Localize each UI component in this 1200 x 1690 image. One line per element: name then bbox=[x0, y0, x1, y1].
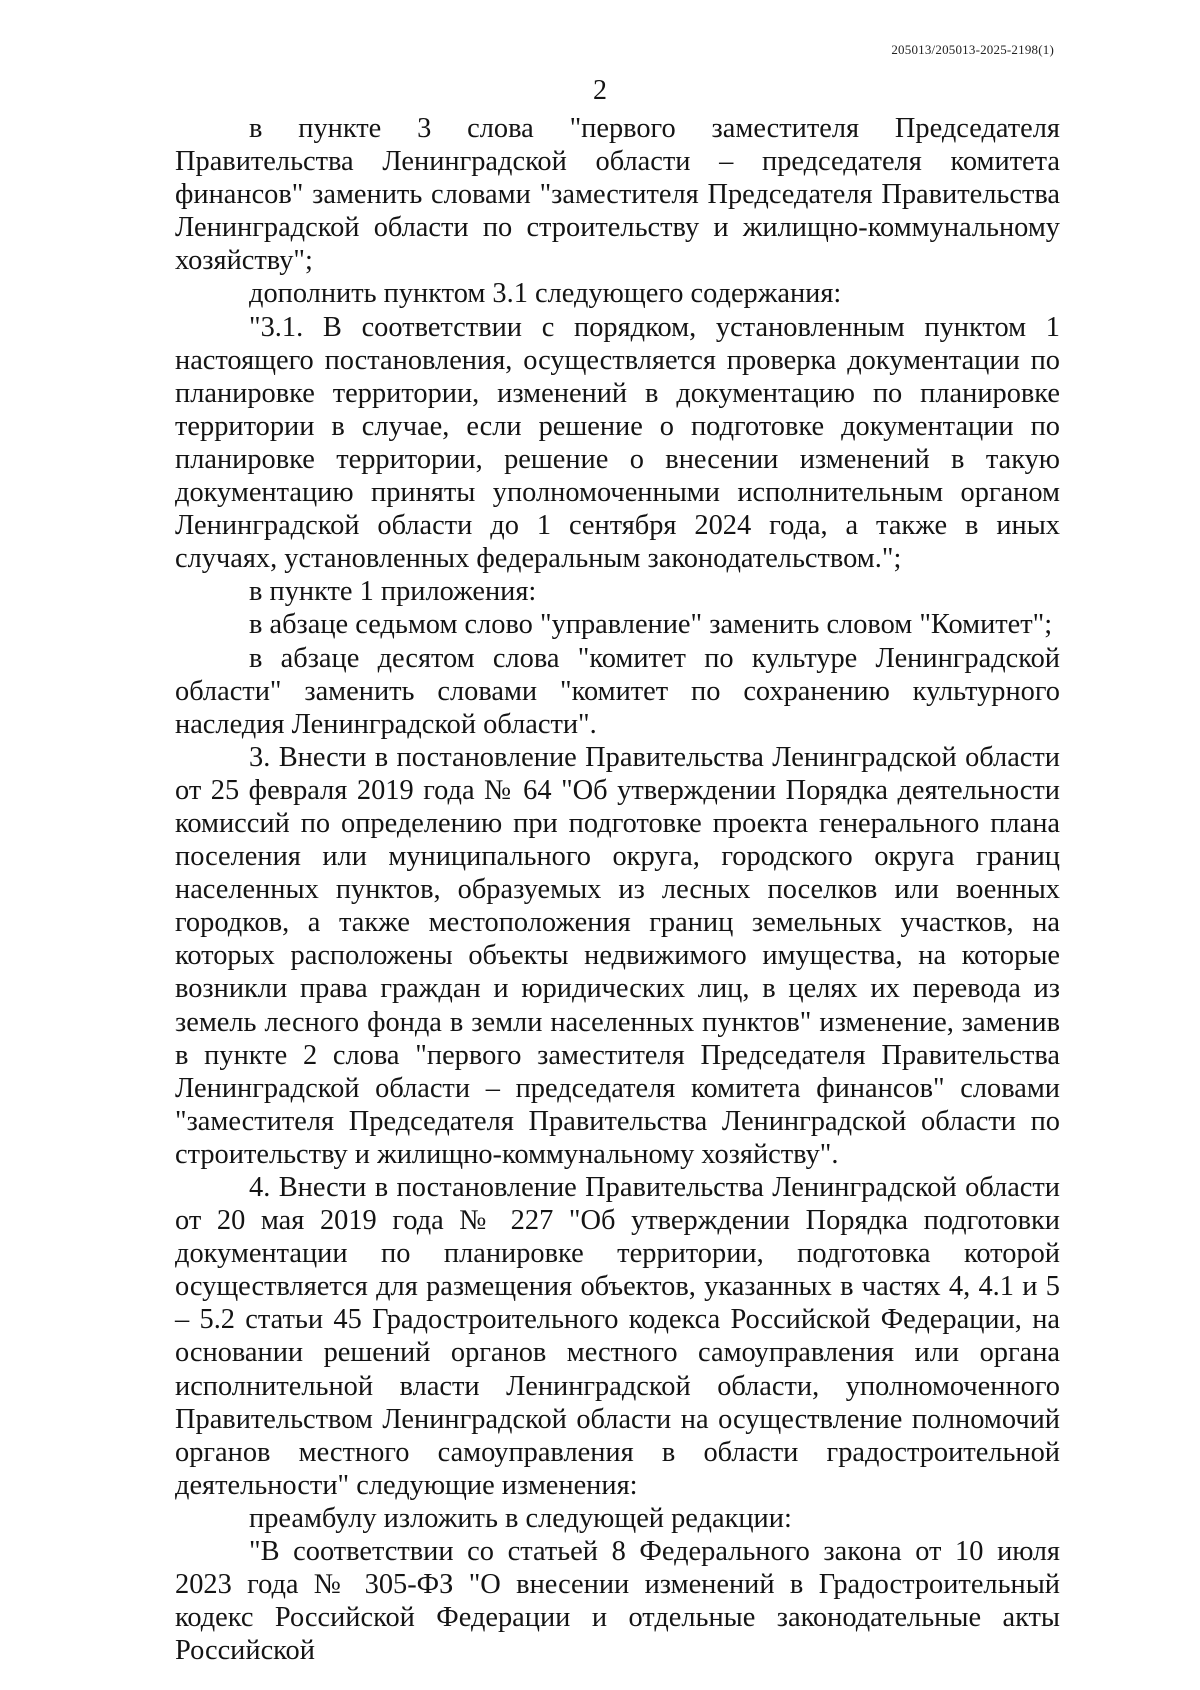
paragraph-section-3: 3. Внести в постановление Правительства Ленинградской области от 25 февраля 2019 года № 64 "Об утверждении Порядка деятельности комиссий по определению при подготовке проекта генерального плана поселения или муниципального округа, городского округа границ населенных пунктов, образуемых из лесных поселков или военных городков, а также местоположения границ земельных участков, на которых расположены объекты недвижимого имущества, на которые возникли права граждан и юридических лиц, в целях их перевода из земель лесного фонда в земли населенных пунктов" изменение, заменив в пункте 2 слова "первого заместителя Председателя Правительства Ленинградской области – председателя комитета финансов" словами "заместителя Председателя Правительства Ленинградской области по строительству и жилищно-коммунальному хозяйству". bbox=[175, 741, 1060, 1170]
paragraph-appendix-item-1: в пункте 1 приложения: bbox=[249, 576, 537, 608]
paragraph-seventh-paragraph: в абзаце седьмом слово "управление" заменить словом "Комитет"; bbox=[249, 609, 1053, 641]
paragraph-tenth-paragraph: в абзаце десятом слова "комитет по культуре Ленинградской области" заменить словами "комитет по сохранению культурного наследия Ленинградской области". bbox=[175, 642, 1060, 740]
paragraph-item-3-amendment: в пункте 3 слова "первого заместителя Председателя Правительства Ленинградской области – председателя комитета финансов" заменить словами "заместителя Председателя Правительства Ленинградской области по строительству и жилищно-коммунальному хозяйству"; bbox=[175, 113, 1060, 277]
paragraph-section-4: 4. Внести в постановление Правительства Ленинградской области от 20 мая 2019 года № 227 "Об утверждении Порядка подготовки документации по планировке территории, подготовка которой осуществляется для размещения объектов, указанных в частях 4, 4.1 и 5 – 5.2 статьи 45 Градостроительного кодекса Российской Федерации, на основании решений органов местного самоуправления или органа исполнительной власти Ленинградской области, уполномоченного Правительством Ленинградской области на осуществление полномочий органов местного самоуправления в области градостроительной деятельности" следующие изменения: bbox=[175, 1172, 1060, 1501]
document-body bbox=[175, 112, 1060, 1667]
paragraph-preamble-text: "В соответствии со статьей 8 Федерального закона от 10 июля 2023 года № 305-ФЗ "О внесении изменений в Градостроительный кодекс Российской Федерации и отдельные законодательные акты Российской bbox=[175, 1536, 1060, 1667]
paragraph-preamble-instruction: преамбулу изложить в следующей редакции: bbox=[249, 1502, 792, 1534]
document-id: 205013/205013-2025-2198(1) bbox=[891, 42, 1054, 57]
paragraph-item-3-1-text: "3.1. В соответствии с порядком, установленным пунктом 1 настоящего постановления, осуществляется проверка документации по планировке территории, изменений в документацию по планировке территории в случае, если решение о подготовке документации по планировке территории, решение о внесении изменений в такую документацию приняты уполномоченными исполнительным органом Ленинградской области до 1 сентября 2024 года, а также в иных случаях, установленных федеральным законодательством."; bbox=[175, 311, 1060, 575]
page-number: 2 bbox=[593, 75, 607, 106]
paragraph-add-item-3-1: дополнить пунктом 3.1 следующего содержания: bbox=[249, 278, 842, 310]
